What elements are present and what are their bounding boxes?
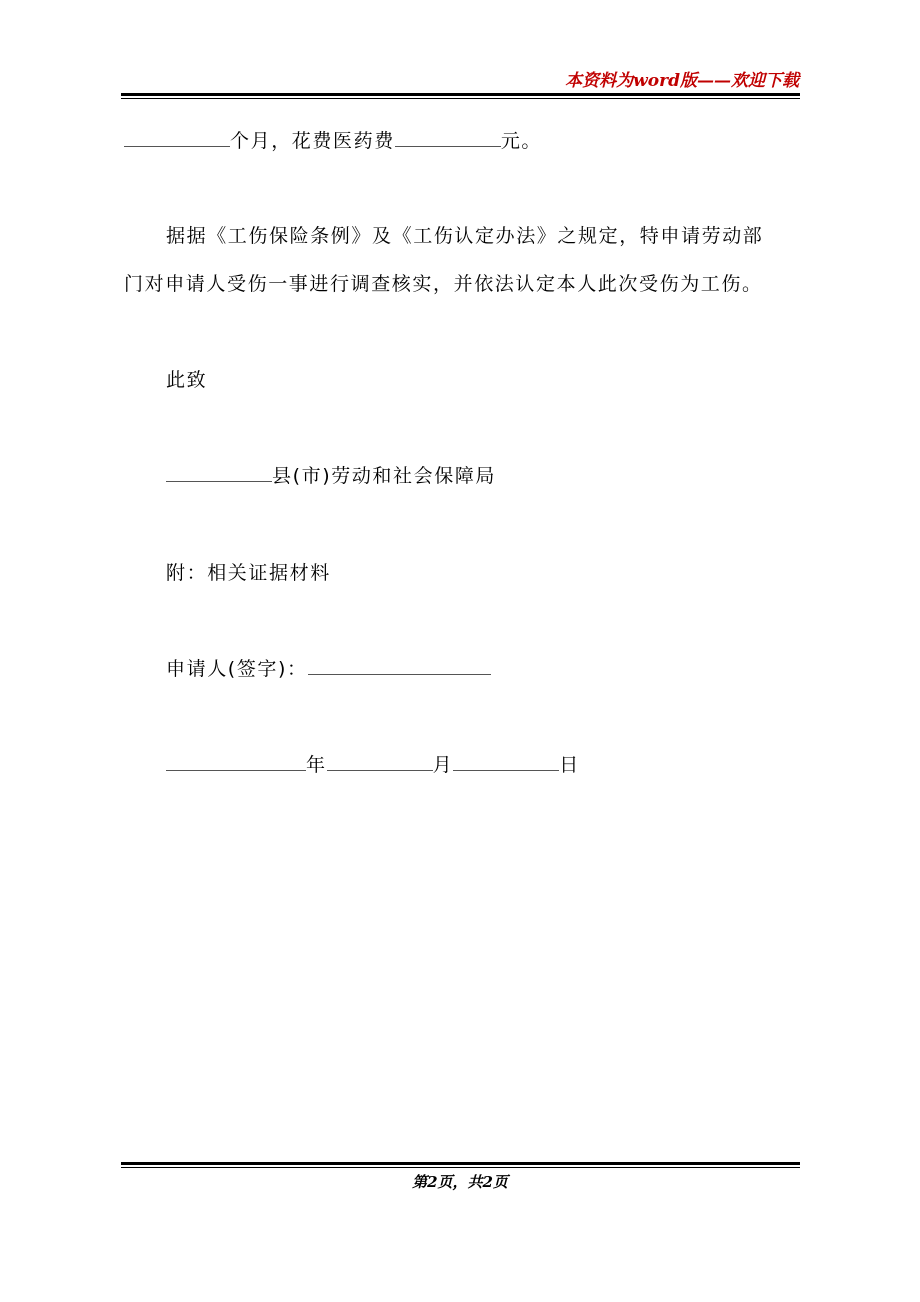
months-cost-text: 个月，花费医药费 xyxy=(230,130,395,152)
day-blank xyxy=(453,752,559,771)
year-blank xyxy=(166,752,306,771)
paragraph-line-1: 据据《工伤保险条例》及《工伤认定办法》之规定，特申请劳动部 xyxy=(166,225,764,247)
header-rule-thin xyxy=(121,98,800,99)
footer-rule-thick xyxy=(121,1162,800,1165)
day-label: 日 xyxy=(559,754,580,776)
attachment-note: 附：相关证据材料 xyxy=(166,562,331,584)
months-blank xyxy=(124,128,230,147)
month-label: 月 xyxy=(432,754,454,776)
cost-blank xyxy=(395,128,501,147)
applicant-signature-line xyxy=(166,656,491,682)
signature-blank xyxy=(308,656,491,675)
county-blank xyxy=(166,463,272,482)
header-watermark-text: 本资料为word版——欢迎下载 xyxy=(565,71,799,91)
header-rule-thick xyxy=(121,93,800,96)
treatment-line xyxy=(124,128,542,154)
paragraph-line-2: 门对申请人受伤一事进行调查核实，并依法认定本人此次受伤为工伤。 xyxy=(124,273,763,295)
page-number: 第2页，共2页 xyxy=(412,1173,508,1191)
yuan-text: 元。 xyxy=(500,130,543,152)
date-line xyxy=(166,752,580,778)
year-label: 年 xyxy=(306,754,327,776)
salutation: 此致 xyxy=(166,369,208,391)
recipient-text: 县(市)劳动和社会保障局 xyxy=(272,465,497,487)
footer-rule-thin xyxy=(121,1167,800,1168)
month-blank xyxy=(327,752,433,771)
recipient-line xyxy=(166,463,496,489)
applicant-label: 申请人(签字)： xyxy=(166,658,308,680)
